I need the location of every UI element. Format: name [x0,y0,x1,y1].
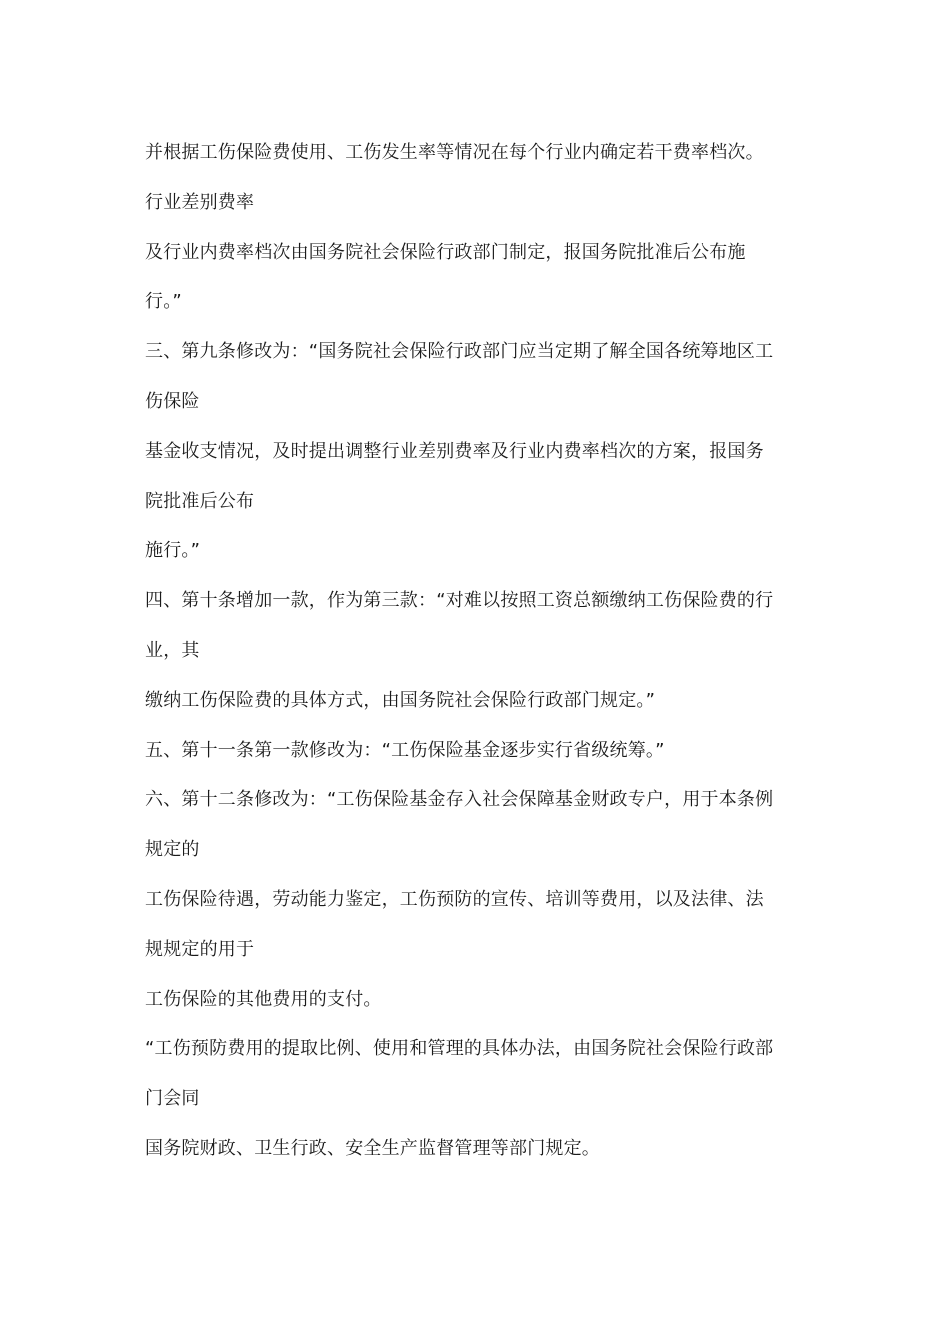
text-line: 六、第十二条修改为：“工伤保险基金存入社会保障基金财政专户，用于本条例 [145,789,774,811]
document-body [145,128,825,1174]
text-line: 行。” [145,291,182,313]
text-line: 规规定的用于 [145,938,255,960]
text-line: 规定的 [145,839,200,861]
text-line: 并根据工伤保险费使用、工伤发生率等情况在每个行业内确定若干费率档次。 [145,142,764,163]
text-line: 行业差别费率 [145,191,255,213]
text-line: 工伤保险待遇，劳动能力鉴定，工伤预防的宣传、培训等费用，以及法律、法 [145,888,764,910]
text-line: 三、第九条修改为：“国务院社会保险行政部门应当定期了解全国各统筹地区工 [145,341,774,363]
text-line: 施行。” [145,540,201,562]
text-line: 及行业内费率档次由国务院社会保险行政部门制定，报国务院批准后公布施 [145,241,746,263]
text-line: 国务院财政、卫生行政、安全生产监督管理等部门规定。 [145,1137,600,1159]
text-line: 缴纳工伤保险费的具体方式，由国务院社会保险行政部门规定。” [145,689,656,711]
text-line: “工伤预防费用的提取比例、使用和管理的具体办法，由国务院社会保险行政部 [145,1038,774,1060]
text-line: 四、第十条增加一款，作为第三款：“对难以按照工资总额缴纳工伤保险费的行 [145,590,774,612]
text-line: 院批准后公布 [145,490,255,512]
text-line: 门会同 [145,1088,200,1110]
text-line: 业，其 [145,639,200,661]
text-line: 基金收支情况，及时提出调整行业差别费率及行业内费率档次的方案，报国务 [145,440,764,462]
text-line: 工伤保险的其他费用的支付。 [145,988,382,1010]
text-line: 伤保险 [145,390,200,412]
text-line: 五、第十一条第一款修改为：“工伤保险基金逐步实行省级统筹。” [145,739,665,761]
